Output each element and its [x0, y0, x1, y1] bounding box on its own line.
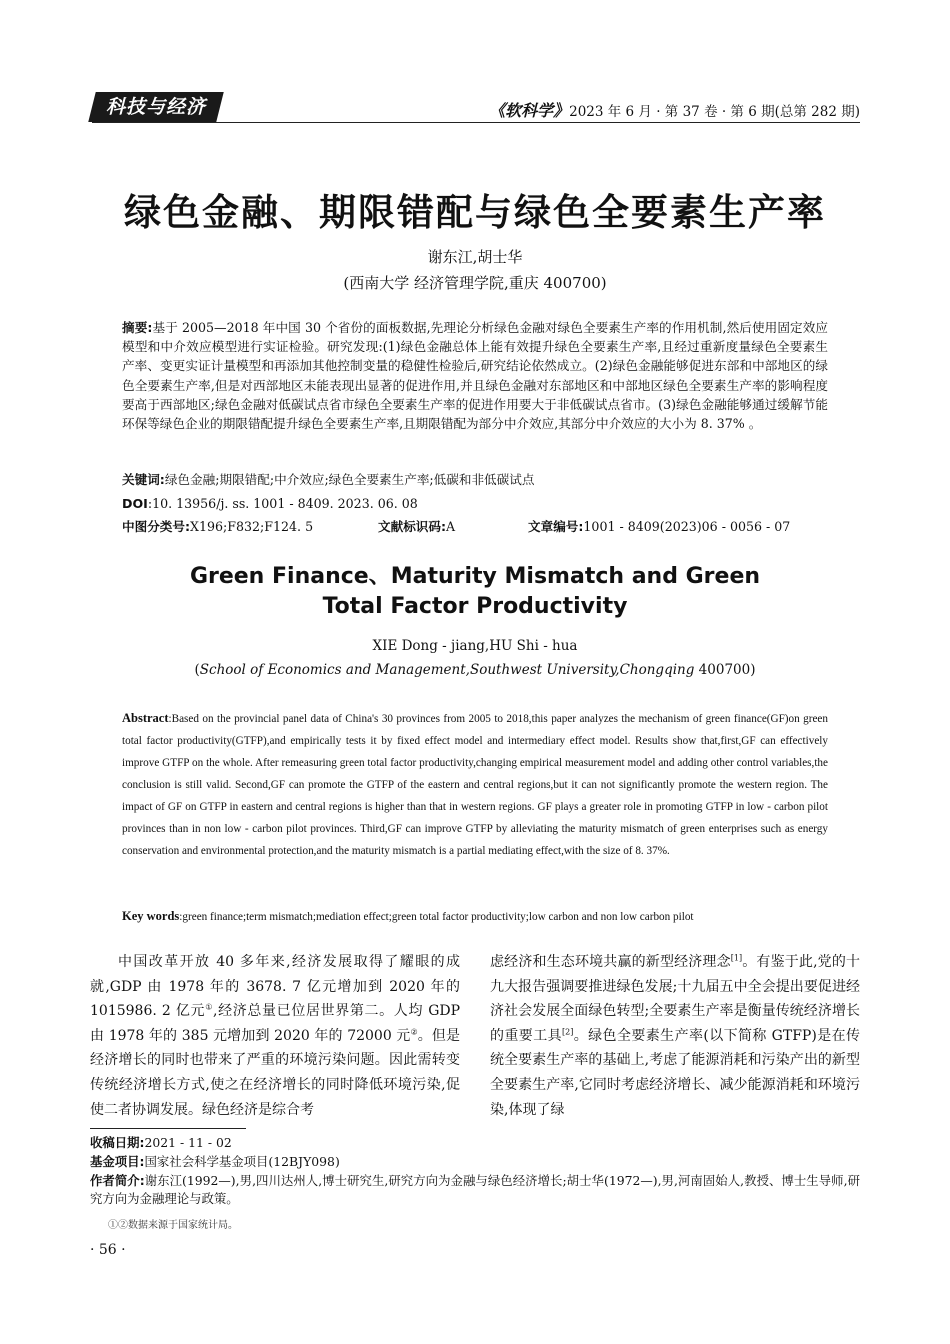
abstract-cn-label: 摘要:: [122, 320, 153, 335]
section-tag: [88, 92, 223, 122]
title-en-line2: Total Factor Productivity: [322, 594, 628, 619]
clc-label: 中图分类号:: [122, 519, 191, 534]
data-source-note: ①②数据来源于国家统计局。: [108, 1220, 238, 1231]
journal-issue-line: [489, 98, 860, 121]
affiliation-en-inst: School of Economics and Management,Southwest University,Chongqing: [199, 662, 695, 678]
body-column-right: [490, 950, 860, 1122]
keywords-en: [122, 906, 828, 927]
body-left-p1: 中国改革开放 40 多年来,经济发展取得了耀眼的成就,GDP 由 1978 年的 3678. 7 亿元增加到 2020 年的 1015986. 2 亿元: [90, 954, 460, 1020]
authors-en: XIE Dong - jiang,HU Shi - hua: [372, 638, 578, 654]
received-label: 收稿日期:: [90, 1135, 145, 1150]
authors-cn: 谢东江,胡士华: [427, 248, 523, 266]
author-bio-label: 作者简介:: [90, 1173, 145, 1188]
affiliation-en: (School of Economics and Management,Southwest University,Chongqing 400700): [194, 662, 756, 678]
fund-value: 国家社会科学基金项目(12BJY098): [144, 1154, 340, 1169]
fund-project: [90, 1153, 860, 1171]
title-en-line1: Green Finance、Maturity Mismatch and Green: [189, 564, 761, 589]
page-number: · 56 ·: [90, 1242, 126, 1258]
author-bio-text: 谢东江(1992—),男,四川达州人,博士研究生,研究方向为金融与绿色经济增长;胡士华(1972—),男,河南固始人,教授、博士生导师,研究方向为金融理论与政策。: [90, 1173, 860, 1206]
classification-line: [122, 517, 828, 536]
abstract-en-label: Abstract: [122, 711, 169, 725]
body-left-p3: 。但是经济增长的同时也带来了严重的环境污染问题。因此需转变传统经济增长方式,使之在经济增长的同时降低环境污染,促使二者协调发展。绿色经济是综合考: [90, 1027, 461, 1118]
abstract-cn: [122, 318, 828, 433]
footnote-rule: [90, 1128, 246, 1129]
title-cn: 绿色金融、期限错配与绿色全要素生产率: [124, 191, 826, 234]
keywords-en-label: Key words: [122, 909, 180, 923]
clc-value: X196;F832;F124. 5: [190, 519, 314, 534]
article-no-value: 1001 - 8409(2023)06 - 0056 - 07: [583, 519, 791, 534]
doc-code-label: 文献标识码:: [378, 519, 447, 534]
citation-ref-2[interactable]: [2]: [562, 1027, 574, 1037]
journal-issue: 2023 年 6 月 · 第 37 卷 · 第 6 期(总第 282 期): [569, 104, 860, 120]
body-right-p3: 。绿色全要素生产率(以下简称 GTFP)是在传统全要素生产率的基础上,考虑了能源消耗和污染产出的新型全要素生产率,它同时考虑经济增长、减少能源消耗和环境污染,体现了绿: [490, 1027, 861, 1118]
abstract-cn-text: 基于 2005—2018 年中国 30 个省份的面板数据,先理论分析绿色金融对绿色全要素生产率的作用机制,然后使用固定效应模型和中介效应模型进行实证检验。研究发现:(1)绿色金融总体上能有效提升绿色全要素生产率,且经过重新度量绿色全要素生产率、变更实证计量模型和再添加其他控制变量的稳健性检验后,研究结论依然成立。(2)绿色金融能够促进东部和中部地区的绿色全要素生产率,但是对西部地区未能表现出显著的促进作用,并且绿色金融对东部地区和中部地区绿色全要素生产率的影响程度要高于西部地区;绿色金融对低碳试点省市绿色全要素生产率的促进作用要大于非低碳试点省市。(3)绿色金融能够通过缓解节能环保等绿色企业的期限错配提升绿色全要素生产率,且期限错配为部分中介效应,其部分中介效应的大小为 8. 37% 。: [122, 320, 828, 432]
keywords-en-text: :green finance;term mismatch;mediation effect;green total factor productivity;low carbon and non low carbon pilot: [179, 911, 694, 923]
doi-value: :10. 13956/j. ss. 1001 - 8409. 2023. 06. 08: [147, 496, 418, 511]
doi-label: DOI: [122, 496, 148, 511]
section-tag-text: 科技与经济: [105, 96, 206, 118]
body-right-p2: 。有鉴于此,党的十九大报告强调要推进绿色发展;十九届五中全会提出要促进经济社会发展全面绿色转型;全要素生产率是衡量传统经济增长的重要工具: [490, 954, 860, 1044]
body-left-p2: ,经济总量已位居世界第二。人均 GDP 由 1978 年的 385 元增加到 2020 年的 72000 元: [90, 1003, 461, 1044]
citation-ref-1[interactable]: [1]: [730, 953, 743, 963]
affiliation-en-code: 400700: [698, 662, 751, 678]
article-no-label: 文章编号:: [528, 519, 584, 534]
doi-line: [122, 494, 828, 513]
footnote-ref-2[interactable]: ②: [410, 1027, 418, 1037]
keywords-cn-text: 绿色金融;期限错配;中介效应;绿色全要素生产率;低碳和非低碳试点: [164, 472, 535, 487]
header-rule: [92, 122, 860, 123]
body-column-left: [90, 950, 460, 1122]
received-date: [90, 1134, 860, 1152]
journal-name: 《软科学》: [489, 101, 570, 120]
abstract-en-text: :Based on the provincial panel data of China's 30 provinces from 2005 to 2018,this paper analyzes the mechanism of green finance(GF)on green total factor productivity(GTFP),and empirically tests it by fixed effect model and intermediary effect model. Results show that,first,GF can effectively improve GTFP on the whole. After remeasuring green total factor productivity,changing empirical measurement model and adding other control variables,the conclusion is still valid. Second,GF can promote the GTFP of the eastern and central regions,but it can not significantly promote the western region. The impact of GF on GTFP in eastern and central regions is higher than that in western regions. GF plays a greater role in promoting GTFP in low - carbon pilot provinces than in non low - carbon pilot provinces. Third,GF can improve GTFP by alleviating the maturity mismatch of green enterprises such as energy conservation and environmental protection,and the maturity mismatch is a partial mediating effect,with the size of 8. 37%.: [122, 713, 828, 857]
doc-code-value: A: [446, 519, 456, 534]
body-right-p1: 虑经济和生态环境共赢的新型经济理念: [490, 954, 731, 970]
abstract-en: [122, 707, 828, 862]
title-en: [0, 562, 950, 622]
keywords-cn-label: 关键词:: [122, 472, 165, 487]
received-value: 2021 - 11 - 02: [144, 1135, 232, 1150]
author-bio: [90, 1172, 860, 1207]
keywords-cn: [122, 470, 828, 489]
footnote-ref-1[interactable]: ①: [205, 1002, 214, 1012]
affiliation-cn: (西南大学 经济管理学院,重庆 400700): [343, 274, 607, 292]
fund-label: 基金项目:: [90, 1154, 145, 1169]
